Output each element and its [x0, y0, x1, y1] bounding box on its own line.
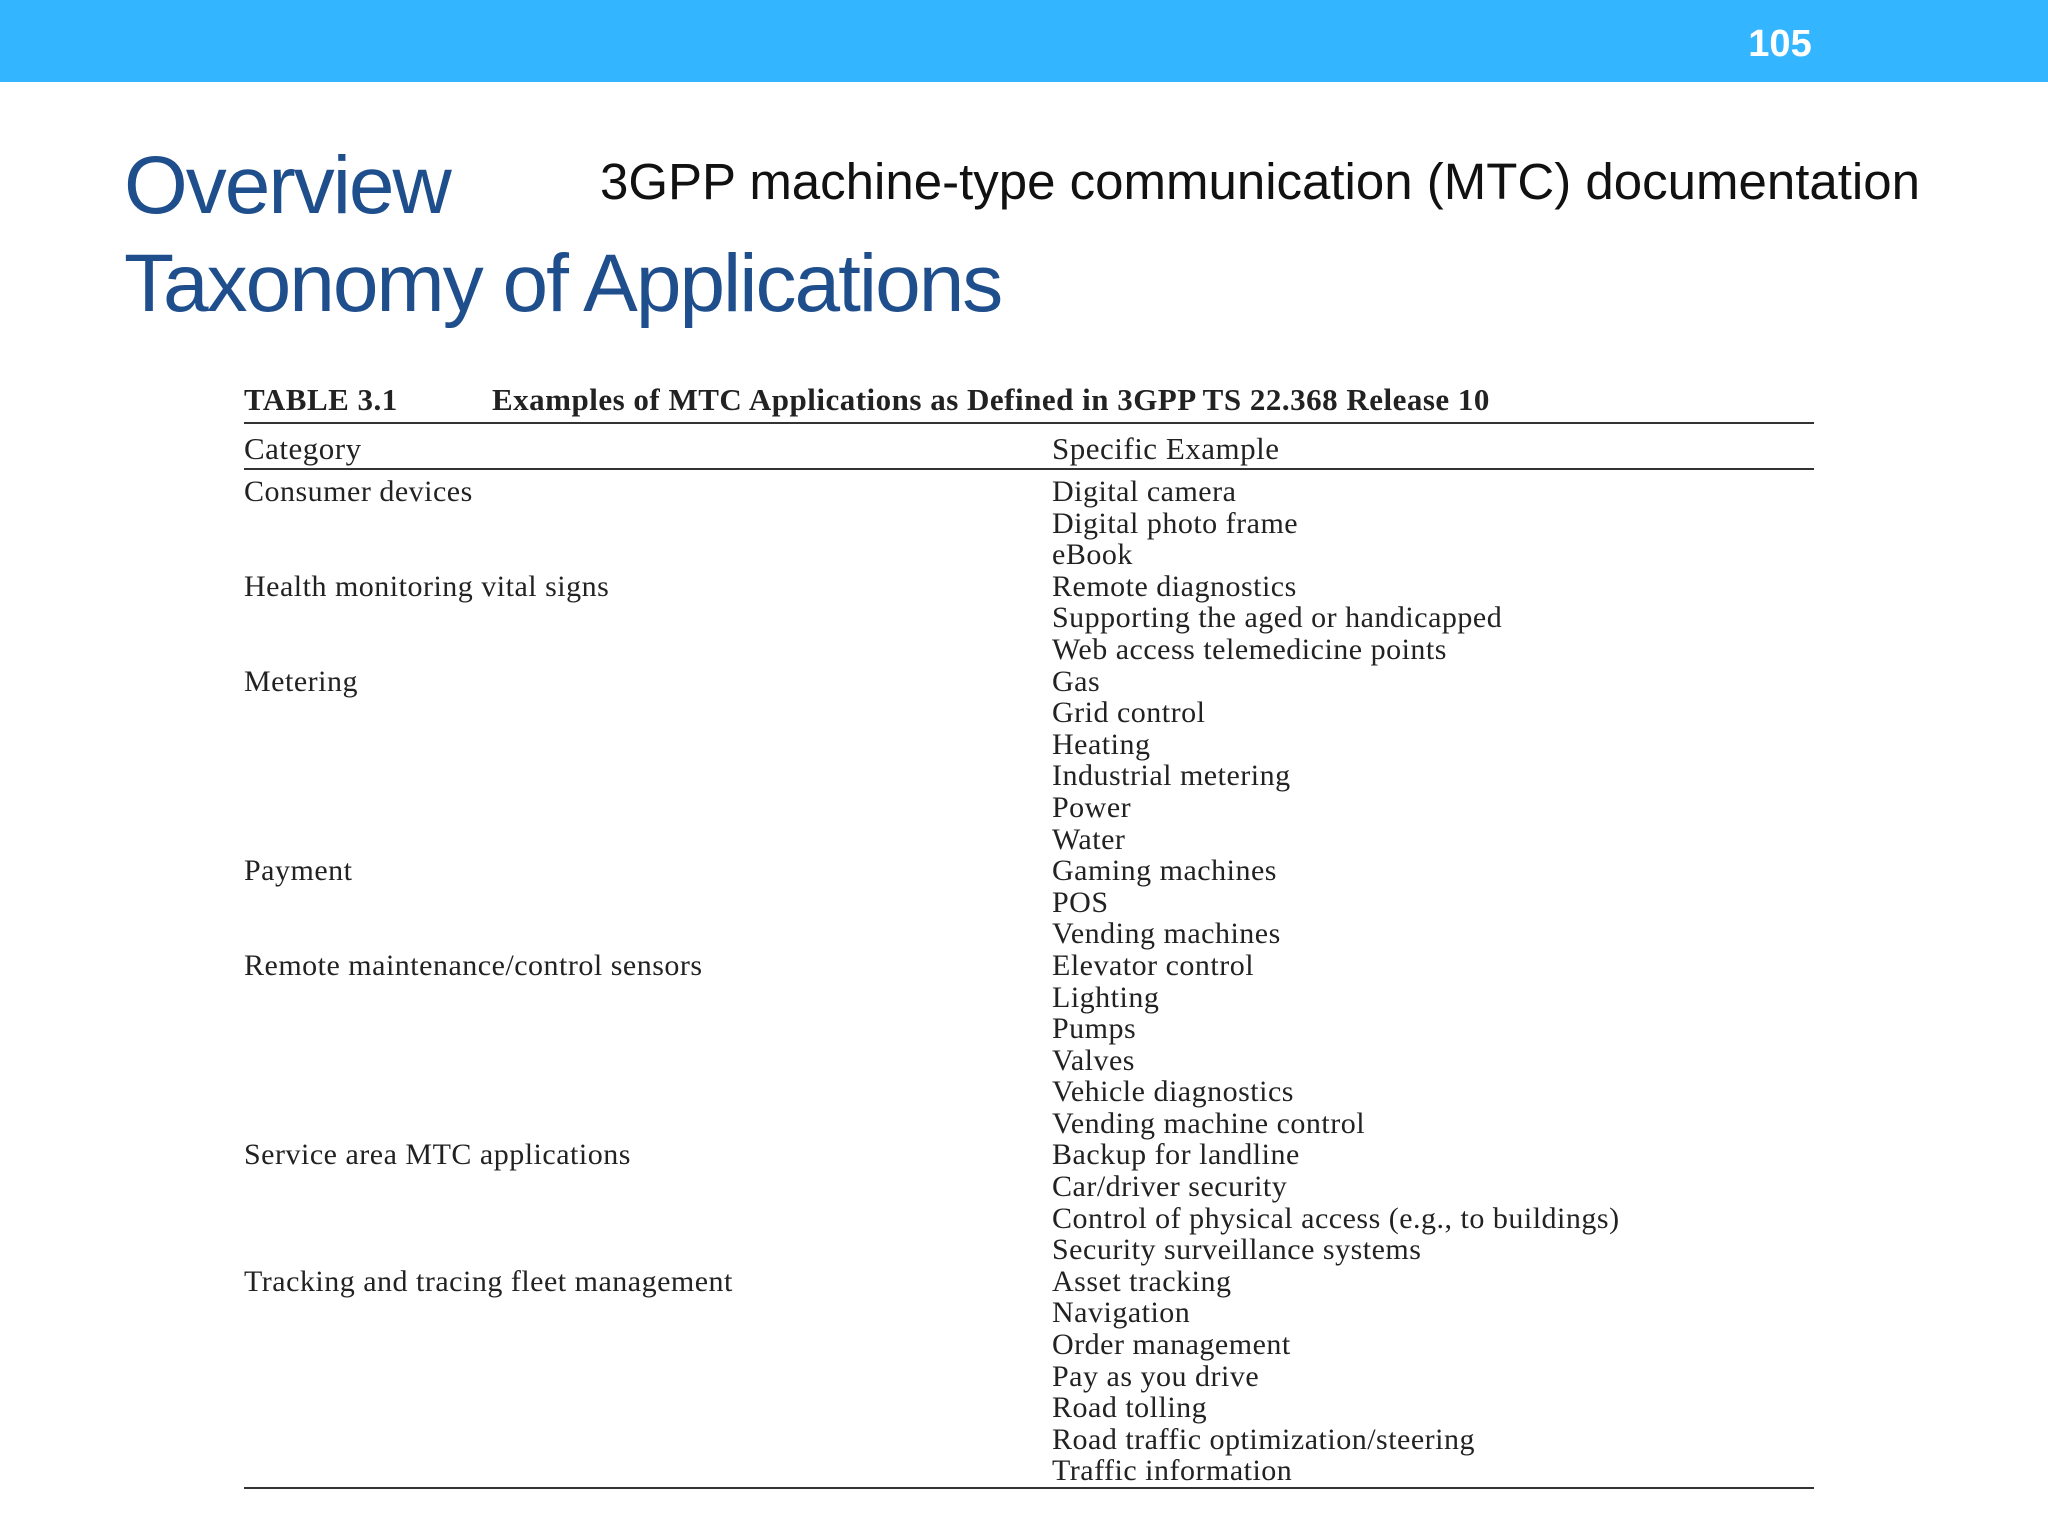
- table-row-group: [244, 855, 1814, 950]
- example-cell: Backup for landline: [1052, 1138, 1300, 1172]
- table-caption-text: Examples of MTC Applications as Defined in 3GPP TS 22.368 Release 10: [492, 382, 1490, 417]
- table-row-group: [244, 1139, 1814, 1265]
- table-row-group: [244, 476, 1814, 571]
- example-cell: Security surveillance systems: [1052, 1233, 1422, 1267]
- mtc-applications-table: [244, 378, 1814, 1489]
- category-cell: Health monitoring vital signs: [244, 569, 610, 603]
- table-row-group: [244, 571, 1814, 666]
- example-cell: Digital photo frame: [1052, 506, 1299, 540]
- example-list: [1052, 1266, 1814, 1487]
- example-cell: Vehicle diagnostics: [1052, 1075, 1294, 1109]
- example-cell: Industrial metering: [1052, 759, 1291, 793]
- example-cell: Order management: [1052, 1328, 1291, 1362]
- category-cell: Service area MTC applications: [244, 1138, 631, 1172]
- column-header-category: Category: [244, 431, 362, 466]
- example-cell: Remote diagnostics: [1052, 569, 1297, 603]
- example-list: [1052, 571, 1814, 666]
- example-list: [1052, 1139, 1814, 1265]
- table-caption: [244, 378, 1814, 424]
- example-cell: Pay as you drive: [1052, 1359, 1260, 1393]
- example-cell: Lighting: [1052, 980, 1160, 1014]
- example-cell: Car/driver security: [1052, 1170, 1288, 1204]
- category-cell: Metering: [244, 664, 358, 698]
- example-cell: Vending machine control: [1052, 1106, 1366, 1140]
- example-cell: Asset tracking: [1052, 1264, 1232, 1298]
- example-cell: Traffic information: [1052, 1454, 1293, 1488]
- table-label: TABLE 3.1: [244, 382, 398, 417]
- table-header-row: [244, 424, 1814, 470]
- example-cell: Supporting the aged or handicapped: [1052, 601, 1503, 635]
- slide-number: 105: [1748, 23, 1812, 65]
- example-cell: Navigation: [1052, 1296, 1191, 1330]
- table-row-group: [244, 950, 1814, 1140]
- example-cell: Web access telemedicine points: [1052, 632, 1447, 666]
- example-cell: Elevator control: [1052, 948, 1255, 982]
- example-list: [1052, 950, 1814, 1140]
- example-cell: Heating: [1052, 727, 1151, 761]
- slide-title: Overview: [124, 140, 450, 231]
- category-cell: Tracking and tracing fleet management: [244, 1264, 733, 1298]
- table-row-group: [244, 666, 1814, 856]
- example-cell: Valves: [1052, 1043, 1135, 1077]
- example-cell: Control of physical access (e.g., to buildings): [1052, 1201, 1620, 1235]
- example-list: [1052, 666, 1814, 856]
- example-list: [1052, 855, 1814, 950]
- example-cell: eBook: [1052, 538, 1133, 572]
- example-cell: Road tolling: [1052, 1391, 1208, 1425]
- column-header-example: Specific Example: [1052, 431, 1280, 466]
- example-cell: Pumps: [1052, 1012, 1137, 1046]
- example-cell: Power: [1052, 790, 1132, 824]
- example-cell: Gaming machines: [1052, 854, 1277, 888]
- example-cell: Gas: [1052, 664, 1101, 698]
- slide-subtitle-title: Taxonomy of Applications: [124, 238, 1002, 329]
- category-cell: Consumer devices: [244, 475, 473, 508]
- table-body: [244, 470, 1814, 1489]
- category-cell: Remote maintenance/control sensors: [244, 948, 703, 982]
- table-row-group: [244, 1266, 1814, 1487]
- example-cell: POS: [1052, 885, 1109, 919]
- example-cell: Vending machines: [1052, 917, 1281, 951]
- example-cell: Grid control: [1052, 696, 1206, 730]
- example-cell: Digital camera: [1052, 475, 1237, 508]
- example-list: [1052, 476, 1814, 571]
- category-cell: Payment: [244, 854, 353, 888]
- example-cell: Road traffic optimization/steering: [1052, 1422, 1475, 1456]
- source-note: 3GPP machine-type communication (MTC) documentation: [600, 153, 1920, 210]
- header-bar: [0, 0, 2048, 82]
- example-cell: Water: [1052, 822, 1126, 856]
